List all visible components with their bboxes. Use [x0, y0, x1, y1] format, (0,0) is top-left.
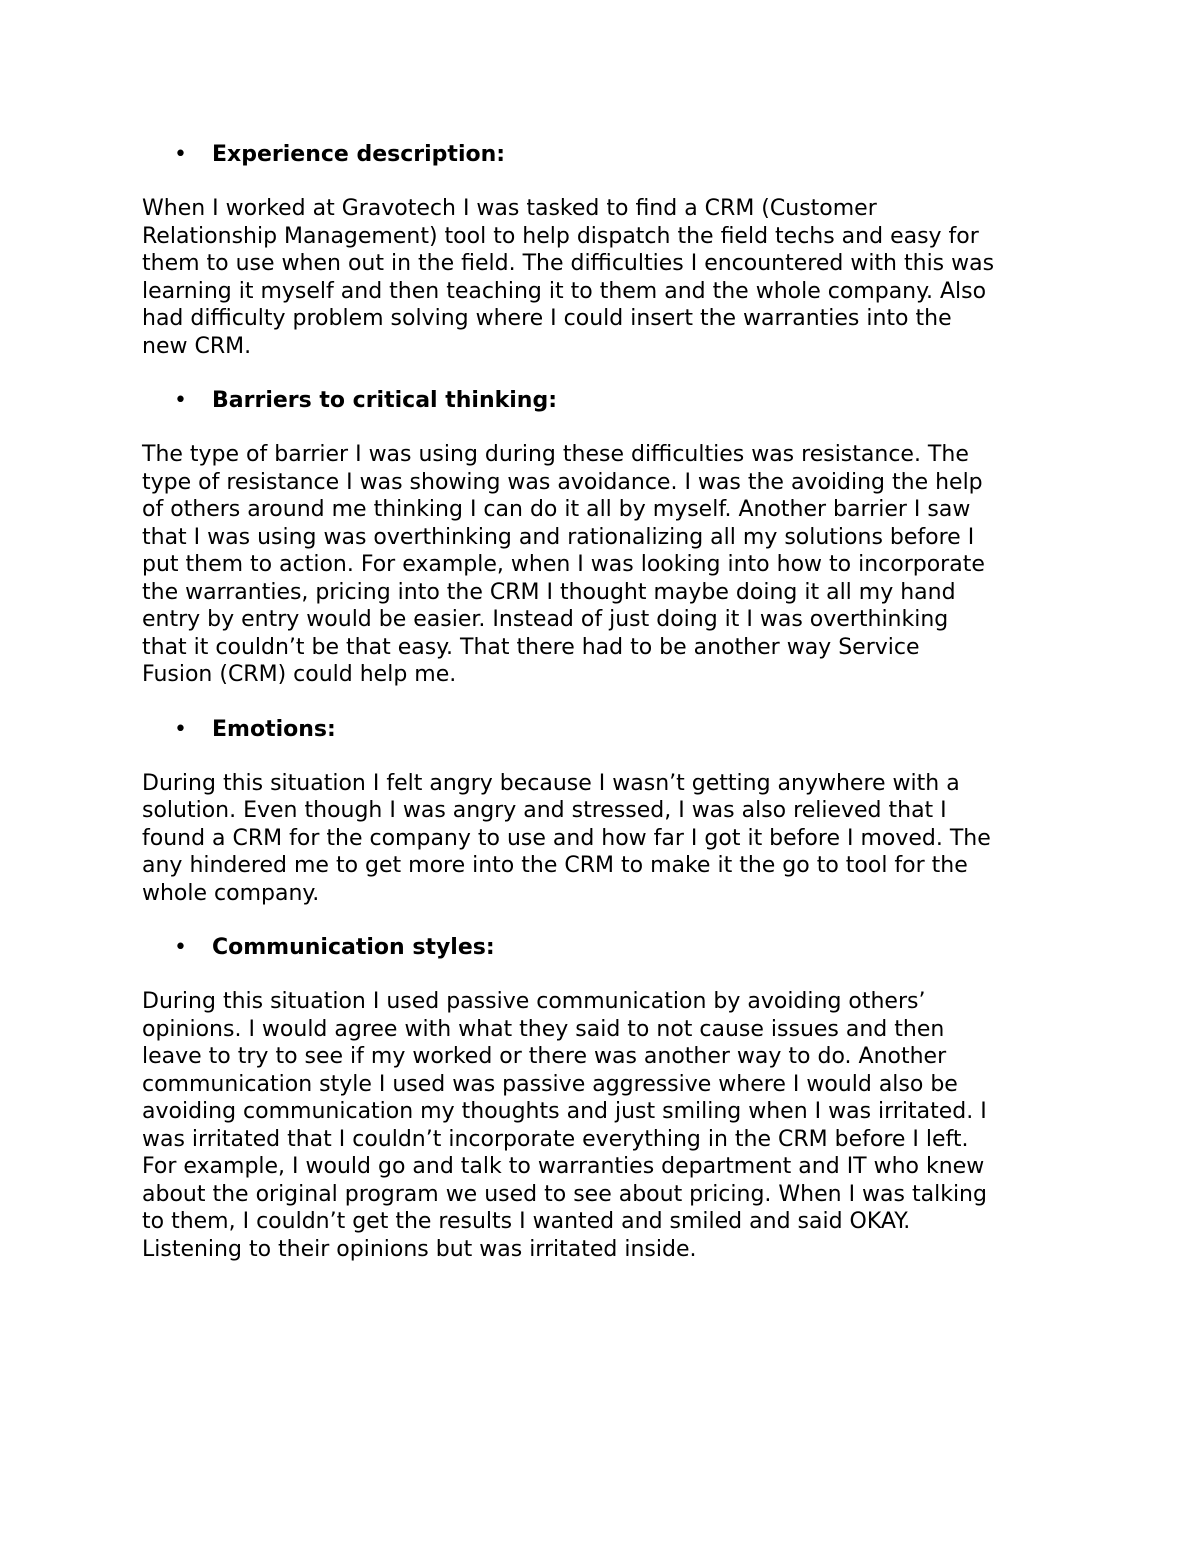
paragraph-line: Fusion (CRM) could help me.	[142, 662, 457, 687]
section-heading: Barriers to critical thinking:	[212, 388, 558, 413]
paragraph-line: was irritated that I couldn’t incorporate everything in the CRM before I left.	[142, 1126, 969, 1152]
paragraph-line: opinions. I would agree with what they said to not cause issues and then	[142, 1016, 945, 1042]
section-paragraph	[142, 441, 1062, 689]
paragraph-line: whole company.	[142, 880, 320, 906]
section-heading: Communication styles:	[212, 935, 495, 960]
section-heading: Experience description:	[212, 142, 506, 167]
paragraph-line: type of resistance I was showing was avoidance. I was the avoiding the help	[142, 469, 983, 495]
paragraph-line: them to use when out in the field. The difficulties I encountered with this was	[142, 251, 995, 276]
paragraph-line: During this situation I used passive communication by avoiding others’	[142, 989, 926, 1014]
paragraph-line: found a CRM for the company to use and how far I got it before I moved. The	[142, 825, 991, 851]
paragraph-line: When I worked at Gravotech I was tasked to find a CRM (Customer	[142, 196, 877, 221]
paragraph-line: For example, I would go and talk to warranties department and IT who knew	[142, 1154, 985, 1179]
bullet-icon: •	[174, 142, 187, 167]
paragraph-line: that it couldn’t be that easy. That there had to be another way Service	[142, 634, 920, 660]
section-communication-styles	[142, 933, 1062, 1263]
section-heading: Emotions:	[212, 716, 336, 742]
section-paragraph	[142, 770, 1062, 908]
paragraph-line: Relationship Management) tool to help dispatch the field techs and easy for	[142, 223, 979, 249]
paragraph-line: avoiding communication my thoughts and just smiling when I was irritated. I	[142, 1099, 987, 1124]
section-paragraph	[142, 195, 1062, 360]
paragraph-line: of others around me thinking I can do it all by myself. Another barrier I saw	[142, 497, 971, 522]
paragraph-line: new CRM.	[142, 333, 252, 359]
paragraph-line: about the original program we used to see about pricing. When I was talking	[142, 1181, 987, 1207]
paragraph-line: the warranties, pricing into the CRM I thought maybe doing it all my hand	[142, 579, 956, 605]
paragraph-line: entry by entry would be easier. Instead of just doing it I was overthinking	[142, 607, 949, 632]
paragraph-line: to them, I couldn’t get the results I wanted and smiled and said OKAY.	[142, 1209, 911, 1234]
bullet-icon: •	[174, 388, 187, 413]
section-heading-row	[142, 386, 1062, 416]
paragraph-line: leave to try to see if my worked or there was another way to do. Another	[142, 1044, 947, 1069]
paragraph-line: solution. Even though I was angry and stressed, I was also relieved that I	[142, 798, 947, 823]
paragraph-line: put them to action. For example, when I was looking into how to incorporate	[142, 552, 985, 577]
paragraph-line: Listening to their opinions but was irritated inside.	[142, 1236, 697, 1262]
bullet-icon: •	[174, 935, 187, 960]
paragraph-line: The type of barrier I was using during these difficulties was resistance. The	[142, 442, 969, 467]
document-body	[142, 140, 1062, 1289]
paragraph-line: that I was using was overthinking and rationalizing all my solutions before I	[142, 524, 975, 550]
section-heading-row	[142, 933, 1062, 963]
paragraph-line: learning it myself and then teaching it to them and the whole company. Also	[142, 278, 987, 304]
paragraph-line: communication style I used was passive aggressive where I would also be	[142, 1071, 958, 1097]
section-heading-row	[142, 140, 1062, 170]
section-paragraph	[142, 988, 1062, 1263]
bullet-icon: •	[174, 716, 187, 742]
section-experience-description	[142, 140, 1062, 360]
section-heading-row	[142, 715, 1062, 745]
paragraph-line: any hindered me to get more into the CRM to make it the go to tool for the	[142, 853, 968, 878]
section-emotions	[142, 715, 1062, 908]
section-barriers-to-critical-thinking	[142, 386, 1062, 689]
paragraph-line: During this situation I felt angry because I wasn’t getting anywhere with a	[142, 770, 960, 796]
paragraph-line: had difficulty problem solving where I could insert the warranties into the	[142, 306, 952, 331]
